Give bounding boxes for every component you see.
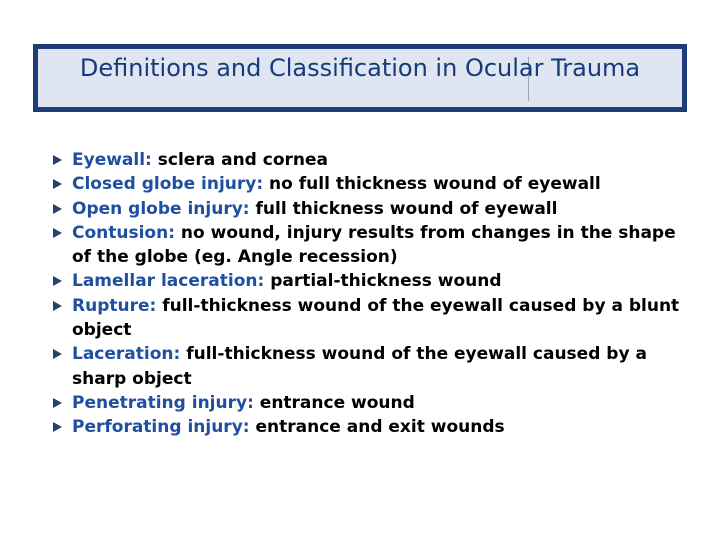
title-panel bbox=[38, 49, 682, 107]
list-item bbox=[52, 391, 692, 415]
definition-text: entrance wound bbox=[253, 392, 415, 413]
bullet-arrow-icon bbox=[53, 301, 62, 311]
title-frame bbox=[33, 44, 687, 112]
term-label: Rupture: bbox=[72, 295, 157, 316]
term-label: Perforating injury: bbox=[72, 417, 250, 438]
bullet-arrow-icon bbox=[53, 228, 62, 238]
slide-title: Definitions and Classification in Ocular Trauma bbox=[79, 54, 641, 82]
definition-text: sclera and cornea bbox=[151, 150, 329, 170]
bullet-arrow-icon bbox=[53, 155, 62, 165]
bullet-arrow-icon bbox=[53, 349, 62, 359]
list-item bbox=[52, 172, 692, 196]
bullet-arrow-icon bbox=[53, 422, 62, 432]
list-item bbox=[52, 148, 692, 172]
list-item bbox=[52, 197, 692, 221]
definition-text: entrance and exit wounds bbox=[249, 417, 505, 438]
list-item bbox=[52, 415, 692, 439]
definition-text: partial-thickness wound bbox=[264, 271, 502, 292]
bullet-arrow-icon bbox=[53, 179, 62, 189]
definition-text: full-thickness wound of the eyewall caused by a blunt object bbox=[72, 295, 680, 341]
term-label: Contusion: bbox=[72, 222, 176, 243]
bullet-arrow-icon bbox=[53, 398, 62, 408]
list-item bbox=[52, 269, 692, 293]
bullet-list bbox=[52, 148, 692, 440]
list-item bbox=[52, 294, 692, 343]
definition-text: no full thickness wound of eyewall bbox=[263, 174, 601, 195]
definition-text: no wound, injury results from changes in the shape of the globe (eg. Angle recession) bbox=[72, 222, 676, 268]
definition-text: full-thickness wound of the eyewall caused by a sharp object bbox=[72, 344, 647, 389]
bullet-arrow-icon bbox=[53, 276, 62, 286]
term-label: Lamellar laceration: bbox=[72, 271, 265, 292]
term-label: Laceration: bbox=[72, 344, 181, 365]
definition-text: full thickness wound of eyewall bbox=[249, 198, 558, 219]
bullet-arrow-icon bbox=[53, 204, 62, 214]
list-item bbox=[52, 342, 692, 391]
term-label: Penetrating injury: bbox=[72, 392, 254, 413]
term-label: Eyewall: bbox=[72, 150, 152, 170]
term-label: Closed globe injury: bbox=[72, 174, 264, 195]
term-label: Open globe injury: bbox=[72, 198, 250, 219]
list-item bbox=[52, 221, 692, 270]
